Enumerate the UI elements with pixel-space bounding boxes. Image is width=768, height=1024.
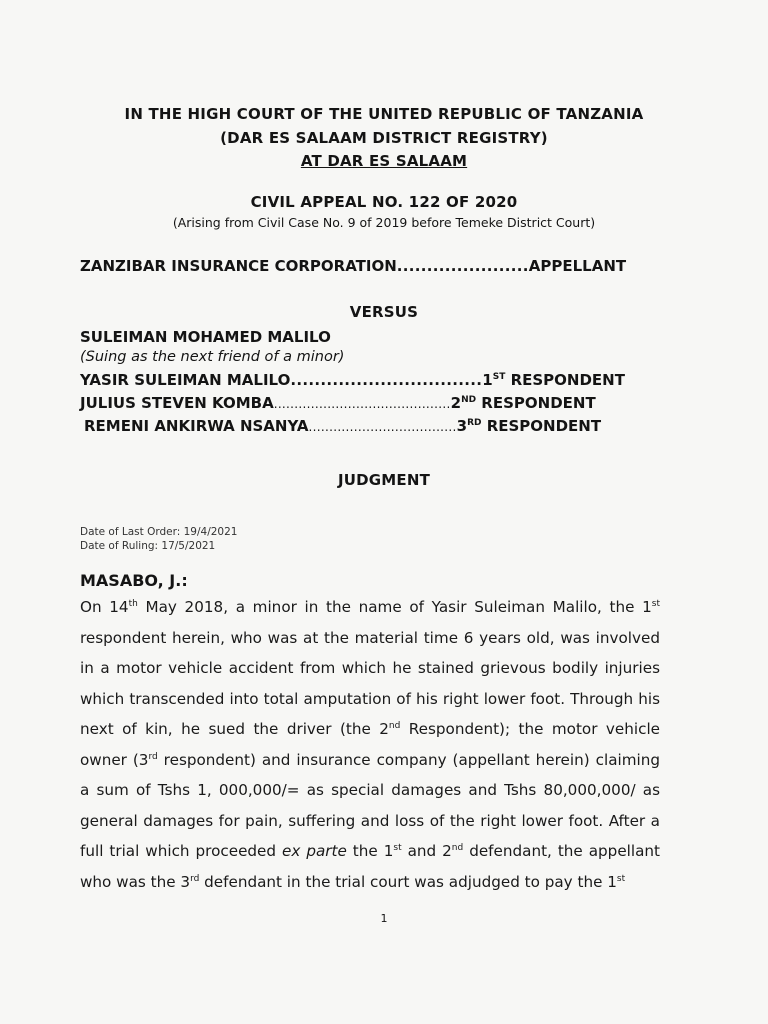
body-text: On 14: [80, 598, 129, 616]
respondent-name: REMENI ANKIRWA NSANYA: [84, 417, 309, 435]
appellant-name: ZANZIBAR INSURANCE CORPORATION: [80, 257, 397, 275]
respondent-ordinal-suffix: ND: [461, 395, 477, 405]
ordinal-suffix: st: [393, 842, 402, 853]
court-location: AT DAR ES SALAAM: [300, 152, 468, 170]
respondent-line: [80, 394, 596, 412]
body-text: respondent) and insurance company (appellant herein) claiming a sum of Tshs 1, 000,000/= as special damages and Tshs 80,000,000/ as general damages for pain, suffering and loss of the right lower foot. After a full trial which proceeded: [80, 750, 660, 860]
ordinal-suffix: nd: [388, 720, 401, 731]
respondent-dots: ...........................................: [273, 397, 451, 411]
ordinal-suffix: st: [651, 598, 660, 609]
ordinal-suffix: th: [128, 598, 138, 609]
versus-label: VERSUS: [349, 303, 419, 321]
ordinal-suffix: rd: [148, 751, 158, 762]
respondent-dots: ................................: [290, 371, 483, 389]
body-text: Respondent); the motor vehicle owner (3: [80, 720, 661, 769]
respondent-line: [80, 371, 625, 389]
body-text: defendant, the appellant who was the 3: [80, 842, 660, 891]
appellant-line: [80, 257, 626, 275]
respondent-ordinal: 2: [450, 394, 462, 412]
respondent-role: RESPONDENT: [505, 371, 625, 389]
judgment-title: JUDGMENT: [337, 471, 431, 489]
respondent-dots: ....................................: [308, 420, 457, 434]
page-number: 1: [380, 912, 388, 925]
respondent-line: [84, 417, 601, 435]
ordinal-suffix: nd: [451, 842, 464, 853]
date-of-ruling: Date of Ruling: 17/5/2021: [80, 540, 216, 552]
respondent-name: YASIR SULEIMAN MALILO: [80, 371, 291, 389]
body-text: the 1: [346, 842, 394, 860]
ordinal-suffix: rd: [190, 873, 200, 884]
registry-name: (DAR ES SALAAM DISTRICT REGISTRY): [220, 129, 548, 147]
body-text: and 2: [401, 842, 452, 860]
respondent-ordinal-suffix: RD: [467, 418, 482, 428]
judge-name: MASABO, J.:: [80, 571, 188, 590]
next-friend-note: (Suing as the next friend of a minor): [80, 349, 345, 365]
respondent-ordinal: 1: [482, 371, 493, 389]
body-text: defendant in the trial court was adjudged to pay the 1: [199, 872, 617, 891]
respondent-role: RESPONDENT: [476, 394, 596, 412]
case-title: CIVIL APPEAL NO. 122 OF 2020: [250, 193, 518, 211]
respondent-role: RESPONDENT: [481, 417, 602, 435]
latin-term: ex parte: [282, 842, 347, 860]
respondent-ordinal-suffix: ST: [492, 372, 506, 382]
body-text: respondent herein, who was at the material time 6 years old, was involved in a motor vehicle accident from which he stained grievous bodily injuries which transcended into total amputation of his right lower foot. Through his next of kin, he sued the driver (the 2: [80, 628, 660, 738]
court-name: IN THE HIGH COURT OF THE UNITED REPUBLIC OF TANZANIA: [124, 105, 644, 123]
judgment-body: [80, 592, 660, 897]
appellant-role: APPELLANT: [528, 257, 627, 275]
appellant-dots: ......................: [396, 257, 529, 275]
arising-note: (Arising from Civil Case No. 9 of 2019 before Temeke District Court): [172, 215, 596, 230]
date-last-order: Date of Last Order: 19/4/2021: [80, 526, 238, 538]
respondent-ordinal: 3: [456, 417, 468, 435]
ordinal-suffix: st: [616, 873, 626, 884]
next-friend-name: SULEIMAN MOHAMED MALILO: [80, 328, 331, 346]
respondent-name: JULIUS STEVEN KOMBA: [80, 394, 274, 412]
body-text: May 2018, a minor in the name of Yasir Suleiman Malilo, the 1: [137, 598, 652, 616]
